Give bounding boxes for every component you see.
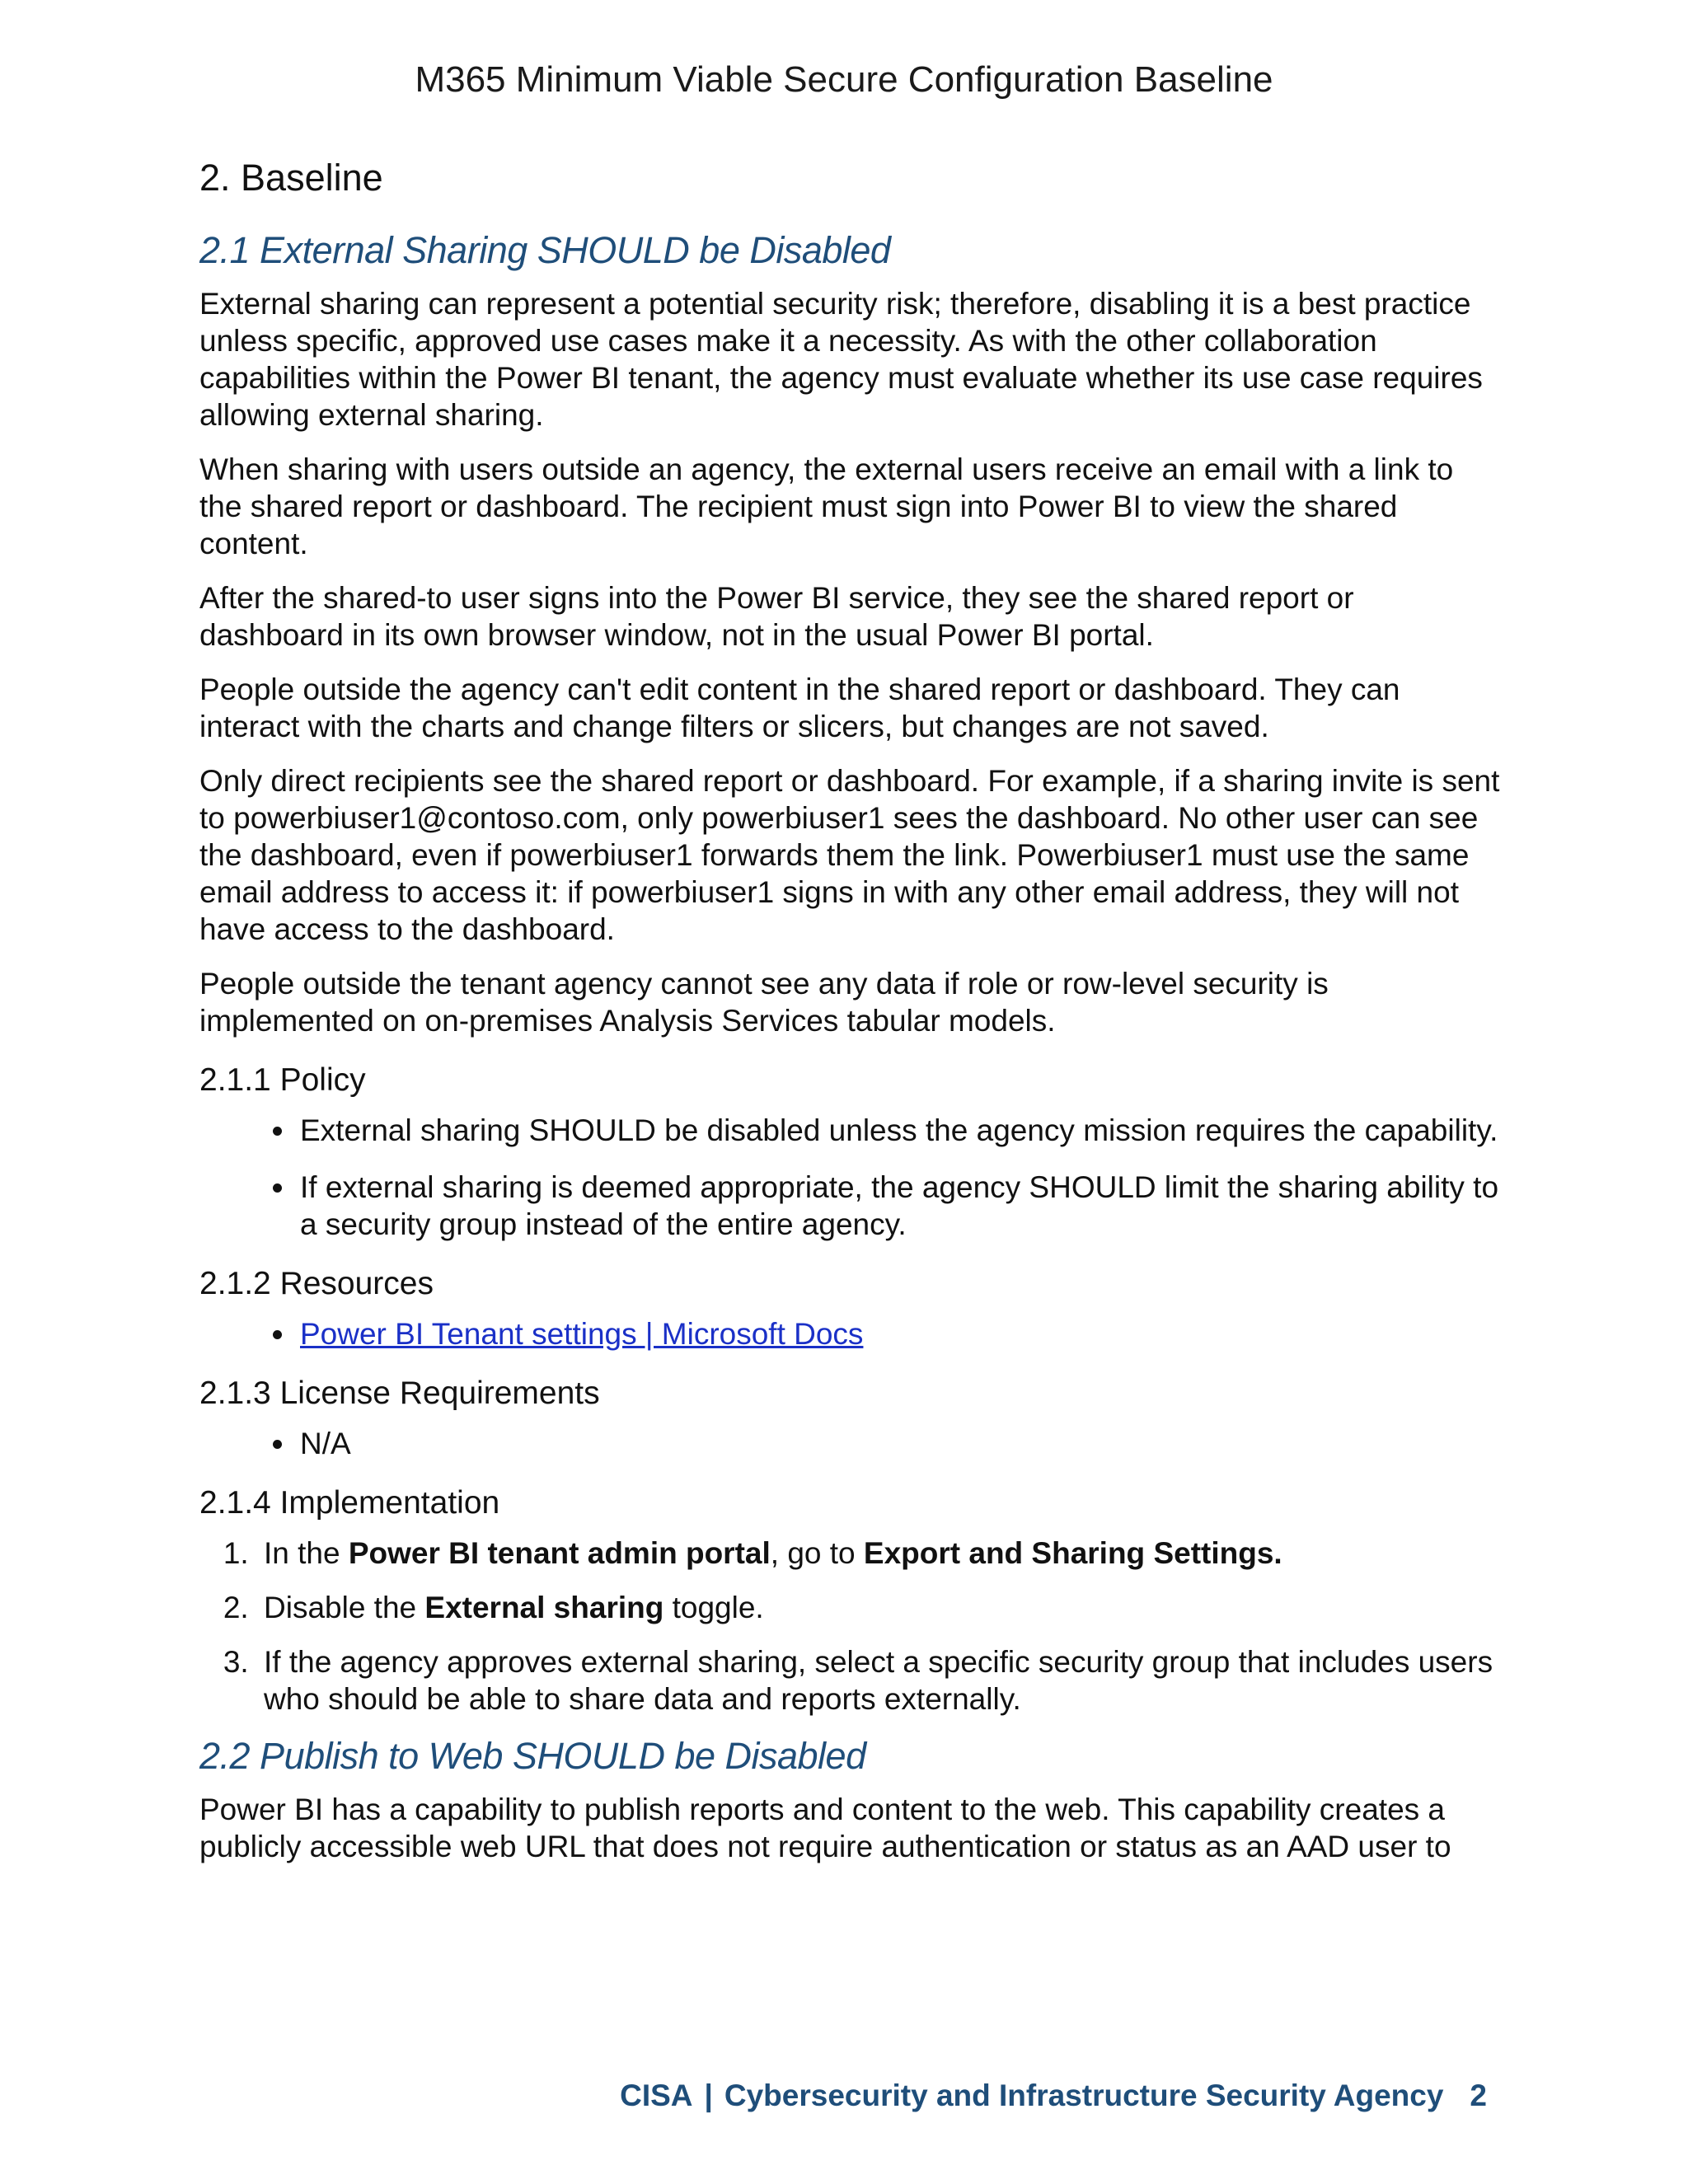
- external-sharing-emphasis: External sharing: [424, 1591, 664, 1624]
- license-heading: 2.1.3 License Requirements: [199, 1376, 600, 1411]
- resources-heading: 2.1.2 Resources: [199, 1266, 434, 1301]
- footer-separator: |: [704, 2079, 713, 2112]
- step-text: Disable the: [264, 1591, 425, 1624]
- list-item: • If external sharing is deemed appropriate, the agency SHOULD limit the sharing ability to a security group instead of the entire agency.: [297, 1169, 1502, 1243]
- subsection-heading-2-2: 2.2 Publish to Web SHOULD be Disabled: [199, 1735, 866, 1777]
- list-item: • N/A: [297, 1425, 1502, 1462]
- step-text: In the: [264, 1536, 349, 1570]
- subsection-heading-2-1: 2.1 External Sharing SHOULD be Disabled: [199, 229, 891, 271]
- paragraph: People outside the tenant agency cannot see any data if role or row-level security is implemented on on-premises Analysis Services tabular models.: [199, 967, 1329, 1038]
- power-bi-tenant-settings-link[interactable]: Power BI Tenant settings | Microsoft Docs: [300, 1317, 864, 1351]
- implementation-steps: [199, 1535, 1502, 1718]
- step-item: [257, 1535, 1502, 1572]
- list-item: • External sharing SHOULD be disabled unless the agency mission requires the capability.: [297, 1112, 1502, 1149]
- paragraph: Power BI has a capability to publish reports and content to the web. This capability creates a publicly accessible web URL that does not require authentication or status as an AAD user to: [199, 1793, 1451, 1863]
- footer-agency: Cybersecurity and Infrastructure Security Agency: [724, 2079, 1444, 2112]
- paragraph: People outside the agency can't edit content in the shared report or dashboard. They can interact with the charts and change filters or slicers, but changes are not saved.: [199, 673, 1400, 743]
- policy-heading: 2.1.1 Policy: [199, 1062, 366, 1098]
- step-item: [257, 1589, 1502, 1626]
- document-body: [199, 157, 1502, 1882]
- page-number: 2: [1470, 2079, 1487, 2112]
- license-list: [199, 1425, 1502, 1462]
- step-item: 3. If the agency approves external sharing, select a specific security group that includes users who should be able to share data and reports externally.: [257, 1643, 1502, 1718]
- step-text: , go to: [770, 1536, 864, 1570]
- paragraph: After the shared-to user signs into the Power BI service, they see the shared report or dashboard in its own browser window, not in the usual Power BI portal.: [199, 581, 1354, 652]
- implementation-heading: 2.1.4 Implementation: [199, 1485, 500, 1521]
- paragraph: Only direct recipients see the shared report or dashboard. For example, if a sharing invite is sent to powerbiuser1@contoso.com, only powerbiuser1 sees the dashboard. No other user can see the dashboard, even if powerbiuser1 forwards them the link. Powerbiuser1 must use the same email address to access it: if powerbiuser1 signs in with any other email address, they will not have access to the dashboard.: [199, 764, 1500, 946]
- list-item: [297, 1315, 1502, 1352]
- footer-org: CISA: [620, 2079, 693, 2112]
- paragraph: External sharing can represent a potential security risk; therefore, disabling it is a best practice unless specific, approved use cases make it a necessity. As with the other collaboration capabilities within the Power BI tenant, the agency must evaluate whether its use case requires allowing external sharing.: [199, 287, 1483, 432]
- admin-portal-emphasis: Power BI tenant admin portal: [348, 1536, 771, 1570]
- export-sharing-emphasis: Export and Sharing Settings.: [863, 1536, 1282, 1570]
- resources-list: [199, 1315, 1502, 1352]
- page-header: M365 Minimum Viable Secure Configuration Baseline: [415, 59, 1273, 100]
- policy-list: [199, 1112, 1502, 1243]
- step-text: toggle.: [663, 1591, 764, 1624]
- paragraph: When sharing with users outside an agency, the external users receive an email with a link to the shared report or dashboard. The recipient must sign into Power BI to view the shared content.: [199, 452, 1454, 560]
- section-heading: 2. Baseline: [199, 157, 383, 199]
- page-footer: [620, 2079, 1487, 2113]
